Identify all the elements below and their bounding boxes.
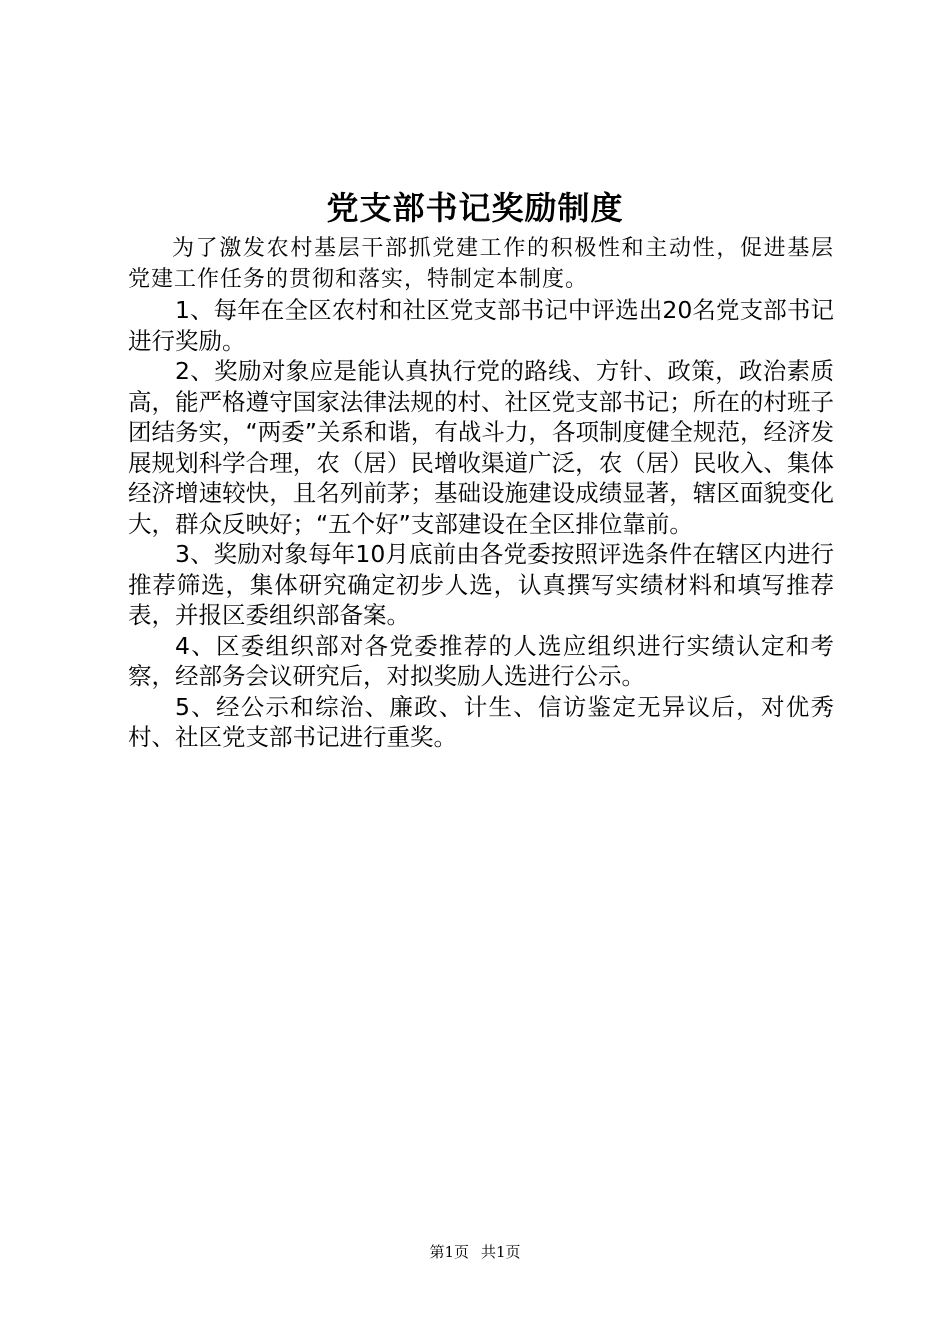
page-total: 共1页 (481, 1243, 521, 1261)
article-4-paragraph: 4、区委组织部对各党委推荐的人选应组织进行实绩认定和考察，经部务会议研究后，对拟奖励人选进行公示。 (128, 631, 834, 690)
page-number: 第1页 (429, 1243, 469, 1261)
page-footer (0, 1242, 950, 1262)
document-body (128, 234, 834, 753)
article-1-paragraph: 1、每年在全区农村和社区党支部书记中评选出20名党支部书记进行奖励。 (128, 296, 834, 355)
document-title: 党支部书记奖励制度 (326, 189, 624, 227)
article-2-paragraph: 2、奖励对象应是能认真执行党的路线、方针、政策，政治素质高，能严格遵守国家法律法规的村、社区党支部书记；所在的村班子团结务实，“两委”关系和谐，有战斗力，各项制度健全规范，经济发展规划科学合理，农（居）民增收渠道广泛，农（居）民收入、集体经济增速较快，且名列前茅；基础设施建设成绩显著，辖区面貌变化大，群众反映好；“五个好”支部建设在全区排位靠前。 (128, 357, 834, 538)
article-5-paragraph: 5、经公示和综治、廉政、计生、信访鉴定无异议后，对优秀村、社区党支部书记进行重奖。 (128, 692, 834, 751)
intro-paragraph: 为了激发农村基层干部抓党建工作的积极性和主动性，促进基层党建工作任务的贯彻和落实，特制定本制度。 (128, 236, 834, 292)
article-3-paragraph: 3、奖励对象每年10月底前由各党委按照评选条件在辖区内进行推荐筛选，集体研究确定初步人选，认真撰写实绩材料和填写推荐表，并报区委组织部备案。 (128, 540, 834, 629)
